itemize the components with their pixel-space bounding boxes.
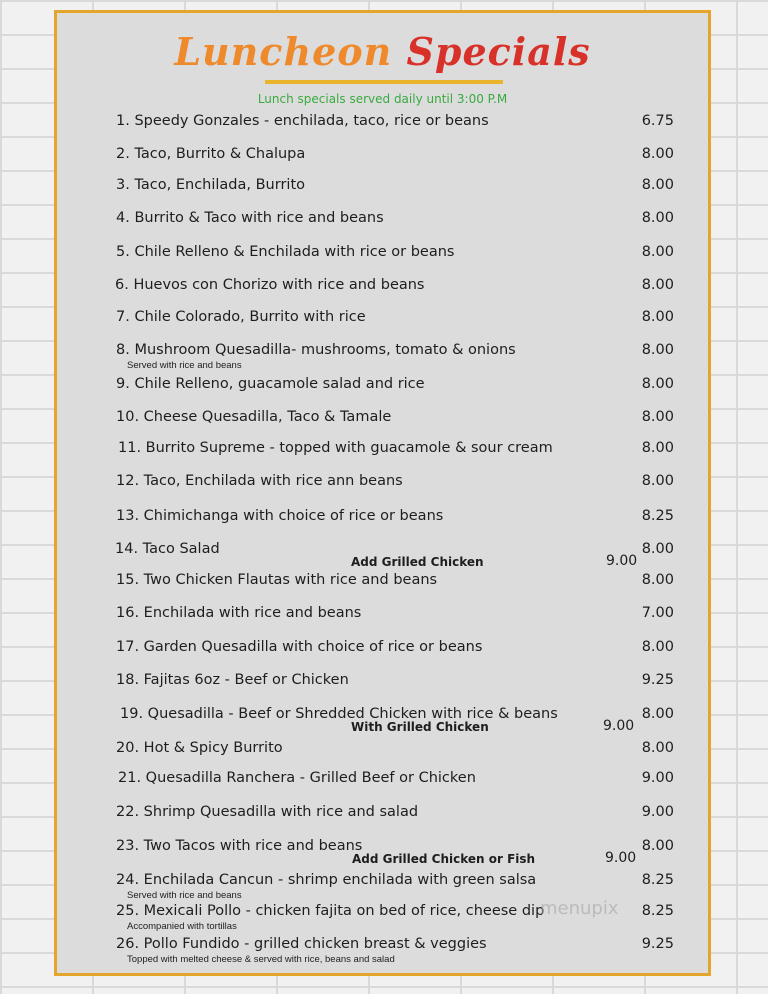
watermark: menupix <box>540 898 619 919</box>
menu-item-name: 6. Huevos con Chorizo with rice and beans <box>115 277 425 293</box>
menu-item-addon-price: 9.00 <box>606 553 638 569</box>
menu-item-name: 16. Enchilada with rice and beans <box>116 605 362 621</box>
menu-item-price: 8.00 <box>641 146 674 162</box>
menu-item-name: 12. Taco, Enchilada with rice ann beans <box>116 473 403 489</box>
menu-item-price: 9.25 <box>641 672 674 688</box>
menu-item-name: 5. Chile Relleno & Enchilada with rice or beans <box>116 244 455 260</box>
menu-item-price: 9.25 <box>641 936 674 952</box>
menu-item <box>57 177 708 197</box>
menu-item <box>57 605 708 625</box>
menu-item-name: 7. Chile Colorado, Burrito with rice <box>116 309 366 325</box>
menu-item-price: 8.00 <box>641 409 674 425</box>
menu-item-name: 1. Speedy Gonzales - enchilada, taco, rice or beans <box>116 113 489 129</box>
menu-item-price: 6.75 <box>641 113 674 129</box>
menu-item <box>57 342 708 371</box>
menu-item-name: 2. Taco, Burrito & Chalupa <box>116 146 306 162</box>
menu-item-name: 23. Two Tacos with rice and beans <box>116 838 363 854</box>
menu-item-price: 8.00 <box>641 210 674 226</box>
menu-item-name: 26. Pollo Fundido - grilled chicken breast & veggies <box>116 936 487 952</box>
menu-item-name: 15. Two Chicken Flautas with rice and beans <box>116 572 438 588</box>
menu-item-price: 9.00 <box>641 770 674 786</box>
menu-item <box>57 770 708 790</box>
menu-item-name: 20. Hot & Spicy Burrito <box>116 740 283 756</box>
menu-item-price: 8.25 <box>641 903 674 919</box>
menu-item-price: 8.25 <box>641 508 674 524</box>
menu-item <box>57 804 708 824</box>
menu-item-name: 19. Quesadilla - Beef or Shredded Chicken with rice & beans <box>120 706 558 722</box>
menu-item-name: 4. Burrito & Taco with rice and beans <box>116 210 384 226</box>
menu-item-name: 21. Quesadilla Ranchera - Grilled Beef or Chicken <box>118 770 476 786</box>
menu-item <box>57 210 708 230</box>
menu-item-price: 8.25 <box>641 872 674 888</box>
menu-item-name: 14. Taco Salad <box>115 541 220 557</box>
menu-item <box>57 639 708 659</box>
menu-item <box>57 409 708 429</box>
menu-item-price: 8.00 <box>641 706 674 722</box>
subtitle: Lunch specials served daily until 3:00 P.M <box>257 92 508 106</box>
menu-item-price: 8.00 <box>641 376 674 392</box>
menu-item <box>57 936 708 965</box>
menu-item-note: Served with rice and beans <box>127 890 242 901</box>
menu-item-price: 9.00 <box>641 804 674 820</box>
menu-item-note: Topped with melted cheese & served with rice, beans and salad <box>127 954 395 965</box>
menu-item <box>57 572 708 592</box>
menu-item-addon: With Grilled Chicken <box>351 720 489 734</box>
menu-item-price: 8.00 <box>641 473 674 489</box>
menu-item-price: 8.00 <box>641 309 674 325</box>
menu-item-price: 8.00 <box>641 177 674 193</box>
menu-item <box>57 872 708 901</box>
menu-item-price: 8.00 <box>641 342 674 358</box>
menu-item-name: 13. Chimichanga with choice of rice or beans <box>116 508 444 524</box>
menu-item <box>57 440 708 460</box>
menu-item-name: 3. Taco, Enchilada, Burrito <box>116 177 306 193</box>
menu-item-price: 7.00 <box>641 605 674 621</box>
menu-item-note: Served with rice and beans <box>127 360 242 371</box>
menu-item-name: 10. Cheese Quesadilla, Taco & Tamale <box>116 409 392 425</box>
menu-item-name: 22. Shrimp Quesadilla with rice and salad <box>116 804 419 820</box>
menu-item-price: 8.00 <box>641 244 674 260</box>
menu-item <box>57 146 708 166</box>
menu-item-name: 18. Fajitas 6oz - Beef or Chicken <box>116 672 349 688</box>
menu-item-price: 8.00 <box>641 541 674 557</box>
menu-item-name: 9. Chile Relleno, guacamole salad and rice <box>116 376 425 392</box>
menu-item <box>57 309 708 329</box>
menu-item-addon: Add Grilled Chicken or Fish <box>352 852 536 866</box>
menu-item <box>57 838 708 866</box>
menu-item-note: Accompanied with tortillas <box>127 921 237 932</box>
menu-item <box>57 740 708 760</box>
menu-item <box>57 113 708 133</box>
menu-item <box>57 706 708 734</box>
menu-item-name: 24. Enchilada Cancun - shrimp enchilada with green salsa <box>116 872 537 888</box>
menu-item-name: 11. Burrito Supreme - topped with guacamole & sour cream <box>118 440 553 456</box>
menu-item <box>57 672 708 692</box>
title-word-2: Specials <box>406 29 591 74</box>
menu-item <box>57 541 708 569</box>
menu-item-addon-price: 9.00 <box>605 850 637 866</box>
menu-item-price: 8.00 <box>641 440 674 456</box>
menu-item-price: 8.00 <box>641 639 674 655</box>
menu-item <box>57 277 708 297</box>
menu-item-price: 8.00 <box>641 740 674 756</box>
menu-item-addon: Add Grilled Chicken <box>351 555 484 569</box>
menu-card <box>54 10 711 976</box>
menu-item <box>57 376 708 396</box>
menu-item-price: 8.00 <box>641 572 674 588</box>
page-title <box>57 29 708 74</box>
menu-item-addon-price: 9.00 <box>603 718 635 734</box>
menu-item-price: 8.00 <box>641 838 674 854</box>
menu-item-price: 8.00 <box>641 277 674 293</box>
menu-item <box>57 473 708 493</box>
menu-item <box>57 508 708 528</box>
menu-item-name: 17. Garden Quesadilla with choice of rice or beans <box>116 639 483 655</box>
title-word-1: Luncheon <box>174 29 393 74</box>
menu-item <box>57 244 708 264</box>
menu-item-name: 25. Mexicali Pollo - chicken fajita on bed of rice, cheese dip <box>116 903 545 919</box>
menu-item-name: 8. Mushroom Quesadilla- mushrooms, tomato & onions <box>116 342 516 358</box>
title-underline <box>265 80 503 84</box>
